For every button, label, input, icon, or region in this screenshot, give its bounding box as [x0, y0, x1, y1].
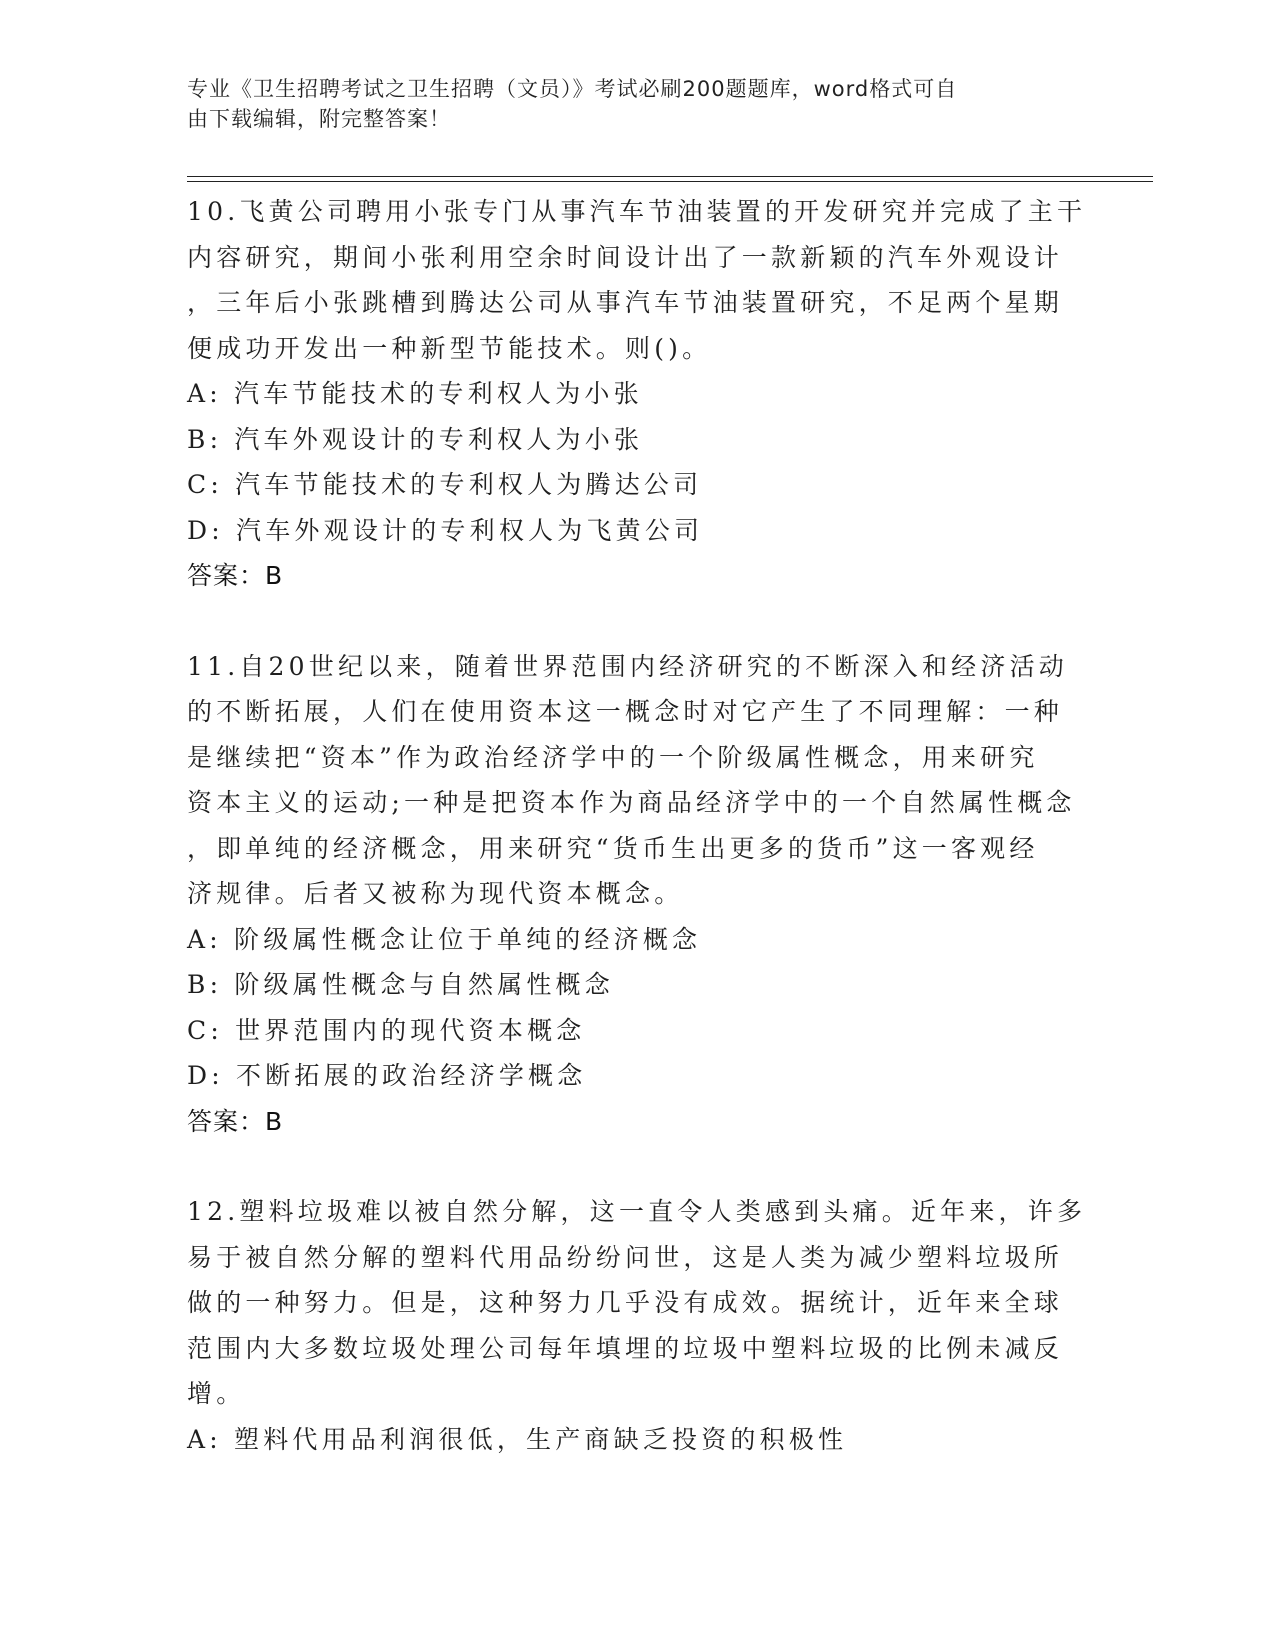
- question-stem-line: 易于被自然分解的塑料代用品纷纷问世，这是人类为减少塑料垃圾所: [187, 1242, 1064, 1272]
- option-d: D: 不断拓展的政治经济学概念: [187, 1061, 587, 1090]
- question-11: [187, 644, 1076, 1145]
- header-line-2: 由下载编辑，附完整答案！: [187, 107, 451, 131]
- question-stem-line: 10.飞黄公司聘用小张专门从事汽车节油装置的开发研究并完成了主干: [187, 197, 1087, 226]
- question-stem-line: 是继续把“资本”作为政治经济学中的一个阶级属性概念，用来研究: [187, 742, 1039, 772]
- question-stem-line: 11.自20世纪以来，随着世界范围内经济研究的不断深入和经济活动: [187, 651, 1068, 681]
- option-c: C: 汽车节能技术的专利权人为腾达公司: [187, 470, 703, 499]
- question-stem-line: 内容研究，期间小张利用空余时间设计出了一款新颖的汽车外观设计: [187, 242, 1064, 272]
- document-header: [187, 74, 1067, 134]
- question-stem-line: ，三年后小张跳槽到腾达公司从事汽车节油装置研究，不足两个星期: [187, 288, 1064, 317]
- question-stem-line: 的不断拓展，人们在使用资本这一概念时对它产生了不同理解：一种: [187, 697, 1064, 726]
- question-10: [187, 189, 1087, 599]
- answer-label: 答案：B: [187, 1106, 284, 1136]
- question-spacer: [187, 1144, 1067, 1189]
- option-a: A: 汽车节能技术的专利权人为小张: [187, 379, 643, 408]
- question-spacer: [187, 599, 1067, 644]
- answer-label: 答案：B: [187, 561, 284, 590]
- question-stem-line: 济规律。后者又被称为现代资本概念。: [187, 879, 684, 908]
- header-divider-top: [187, 176, 1153, 177]
- question-stem-line: 做的一种努力。但是，这种努力几乎没有成效。据统计，近年来全球: [187, 1288, 1064, 1317]
- option-b: B: 阶级属性概念与自然属性概念: [187, 970, 614, 999]
- header-line-1: 专业《卫生招聘考试之卫生招聘（文员）》考试必刷200题题库，word格式可自: [187, 77, 958, 101]
- question-stem-line: 12.塑料垃圾难以被自然分解，这一直令人类感到头痛。近年来，许多: [187, 1197, 1087, 1226]
- question-stem-line: 增。: [187, 1379, 246, 1408]
- option-b: B: 汽车外观设计的专利权人为小张: [187, 424, 644, 454]
- option-a: A: 塑料代用品利润很低，生产商缺乏投资的积极性: [187, 1424, 848, 1454]
- question-list: [187, 189, 1087, 1462]
- option-d: D: 汽车外观设计的专利权人为飞黄公司: [187, 515, 704, 545]
- option-c: C: 世界范围内的现代资本概念: [187, 1015, 586, 1045]
- option-a: A: 阶级属性概念让位于单纯的经济概念: [187, 924, 702, 954]
- question-stem-line: ，即单纯的经济概念，用来研究“货币生出更多的货币”这一客观经: [187, 833, 1039, 863]
- question-12: [187, 1189, 1087, 1462]
- question-stem-line: 便成功开发出一种新型节能技术。则()。: [187, 333, 712, 363]
- header-divider-bottom: [187, 181, 1153, 182]
- question-stem-line: 范围内大多数垃圾处理公司每年填埋的垃圾中塑料垃圾的比例未减反: [187, 1333, 1064, 1363]
- question-stem-line: 资本主义的运动;一种是把资本作为商品经济学中的一个自然属性概念: [187, 788, 1076, 817]
